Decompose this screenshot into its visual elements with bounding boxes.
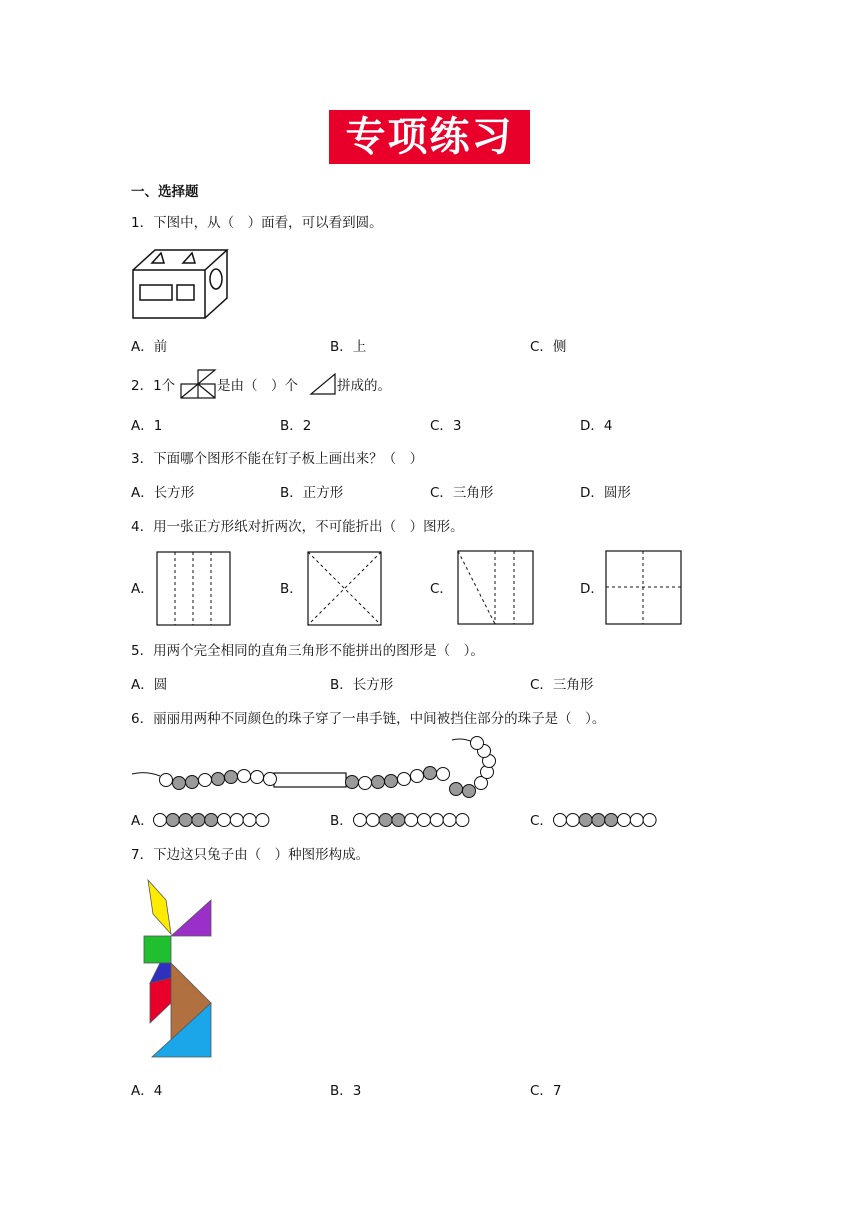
question-2-part2: 是由（ ）个 (217, 378, 298, 394)
bead (359, 777, 372, 790)
q3-option-a[interactable]: A．长方形 (131, 485, 195, 501)
q5-option-a[interactable]: A．圆 (131, 677, 168, 693)
yellow-parallelogram (148, 880, 171, 934)
bead (379, 814, 392, 827)
bead (230, 814, 243, 827)
q1-option-a[interactable]: A．前 (131, 339, 168, 355)
bead (346, 776, 359, 789)
bead (354, 814, 367, 827)
q1-option-b[interactable]: B．上 (330, 339, 367, 355)
bead (398, 773, 411, 786)
q4-option-a[interactable]: A． (131, 581, 154, 597)
bead (605, 814, 618, 827)
bead (411, 770, 424, 783)
bead (443, 814, 456, 827)
bead (618, 814, 631, 827)
bead (225, 771, 238, 784)
title-banner: 专项练习 (329, 110, 530, 164)
bead (218, 814, 231, 827)
bead (256, 814, 269, 827)
q3-option-d[interactable]: D．圆形 (580, 485, 631, 501)
bead (450, 783, 463, 796)
q5-option-c[interactable]: C．三角形 (530, 677, 594, 693)
bead (179, 814, 192, 827)
q6-option-c[interactable]: C． (530, 813, 553, 829)
q7-option-c[interactable]: C．7 (530, 1083, 562, 1099)
q6-option-a[interactable]: A． (131, 813, 154, 829)
bead (463, 785, 476, 798)
covered-block (274, 773, 346, 787)
fold-square-a (156, 551, 232, 627)
bead (238, 770, 251, 783)
question-6: 6．丽丽用两种不同颜色的珠子穿了一串手链，中间被挡住部分的珠子是（ ）。 (131, 711, 606, 727)
bead (456, 814, 469, 827)
q3-option-c[interactable]: C．三角形 (430, 485, 494, 501)
q2-option-b[interactable]: B．2 (280, 418, 312, 434)
q3-option-b[interactable]: B．正方形 (280, 485, 344, 501)
bead (592, 814, 605, 827)
bead-option-a (152, 810, 264, 830)
bead (630, 814, 643, 827)
red-piece (150, 978, 171, 1023)
bead (385, 775, 398, 788)
bead (154, 814, 167, 827)
bead-option-b (352, 810, 468, 830)
q4-option-b[interactable]: B． (280, 581, 303, 597)
q7-option-b[interactable]: B．3 (330, 1083, 362, 1099)
green-square (144, 936, 171, 963)
q5-option-b[interactable]: B．长方形 (330, 677, 394, 693)
section-heading: 一、选择题 (131, 184, 199, 200)
bead (471, 737, 484, 750)
bead (251, 771, 264, 784)
bead (424, 767, 437, 780)
bead (579, 814, 592, 827)
q1-option-c[interactable]: C．侧 (530, 339, 567, 355)
bead-bracelet-figure (130, 736, 510, 802)
bead (437, 768, 450, 781)
bead (199, 774, 212, 787)
bead (192, 814, 205, 827)
q6-option-b[interactable]: B． (330, 813, 353, 829)
question-3: 3．下面哪个图形不能在钉子板上画出来？（ ） (131, 451, 424, 467)
right-triangle-figure (309, 372, 337, 396)
bead (166, 814, 179, 827)
bead (566, 814, 579, 827)
fold-square-c (457, 550, 535, 626)
composite-shape-figure (179, 368, 217, 400)
bead (372, 776, 385, 789)
q2-option-d[interactable]: D．4 (580, 418, 613, 434)
bead (264, 773, 277, 786)
bead (205, 814, 218, 827)
q4-option-d[interactable]: D． (580, 581, 604, 597)
question-2-part1: 2．1个 (131, 378, 176, 394)
q2-option-a[interactable]: A．1 (131, 418, 163, 434)
question-4: 4．用一张正方形纸对折两次，不可能折出（ ）图形。 (131, 519, 464, 535)
purple-triangle (171, 900, 211, 936)
question-7: 7．下边这只兔子由（ ）种图形构成。 (131, 847, 370, 863)
bead (430, 814, 443, 827)
q7-option-a[interactable]: A．4 (131, 1083, 163, 1099)
bead (243, 814, 256, 827)
bead (554, 814, 567, 827)
bead (643, 814, 656, 827)
bead (405, 814, 418, 827)
fold-square-b (307, 551, 383, 627)
tangram-rabbit-figure (138, 878, 218, 1060)
question-1: 1．下图中，从（ ）面看，可以看到圆。 (131, 215, 383, 231)
bead-option-c (552, 810, 666, 830)
bead (418, 814, 431, 827)
bead (366, 814, 379, 827)
bead (160, 774, 173, 787)
bead (392, 814, 405, 827)
box-figure (131, 248, 231, 320)
q4-option-c[interactable]: C． (430, 581, 453, 597)
bead (173, 777, 186, 790)
q2-option-c[interactable]: C．3 (430, 418, 462, 434)
bead (186, 776, 199, 789)
question-5: 5．用两个完全相同的直角三角形不能拼出的图形是（ ）。 (131, 643, 484, 659)
bead (212, 773, 225, 786)
question-2-part3: 拼成的。 (337, 378, 391, 394)
fold-square-d (605, 550, 683, 626)
